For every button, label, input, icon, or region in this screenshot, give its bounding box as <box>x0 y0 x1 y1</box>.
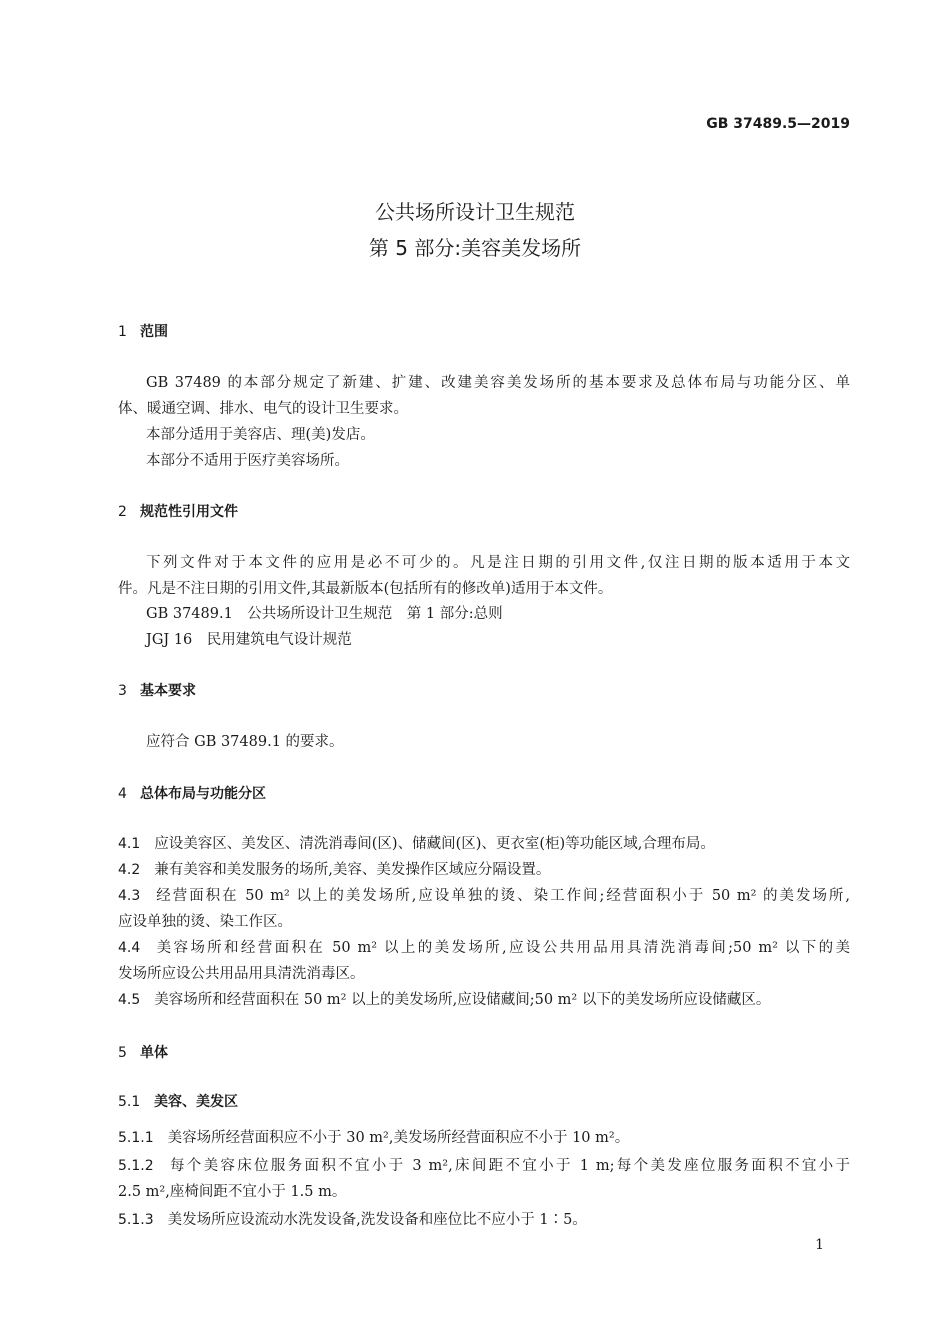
section-title: 美容、美发区 <box>154 1094 238 1110</box>
paragraph: 本部分不适用于医疗美容场所。 <box>146 453 349 469</box>
section-number: 3 <box>118 683 127 699</box>
paragraph-line: 体、暖通空调、排水、电气的设计卫生要求。 <box>118 401 408 417</box>
clause-number: 4.4 <box>118 940 141 956</box>
clause-number: 4.2 <box>118 862 141 878</box>
section-2-heading <box>118 499 238 525</box>
section-4-heading <box>118 781 266 807</box>
clause-5-1-1 <box>118 1125 629 1151</box>
clause-4-4 <box>118 935 850 961</box>
clause-text: 美容场所经营面积应不小于 30 m²,美发场所经营面积应不小于 10 m²。 <box>167 1130 630 1146</box>
clause-text: 美发场所应设流动水洗发设备,洗发设备和座位比不应小于 1∶5。 <box>167 1212 587 1228</box>
clause-text: 经营面积在 50 m² 以上的美发场所,应设单独的烫、染工作间;经营面积小于 50 m² 的美发场所, <box>154 888 850 904</box>
clause-4-2 <box>118 857 550 883</box>
paragraph-line: GB 37489 的本部分规定了新建、扩建、改建美容美发场所的基本要求及总体布局与功能分区、单 <box>146 375 850 391</box>
clause-text-continued: 应设单独的烫、染工作区。 <box>118 914 292 930</box>
section-3-heading <box>118 678 196 704</box>
clause-number: 4.5 <box>118 992 141 1008</box>
section-title: 规范性引用文件 <box>140 504 238 520</box>
section-title: 范围 <box>140 324 168 340</box>
paragraph-line: 下列文件对于本文件的应用是必不可少的。凡是注日期的引用文件,仅注日期的版本适用于本文 <box>146 555 850 571</box>
paragraph: 本部分适用于美容店、理(美)发店。 <box>146 427 375 443</box>
section-number: 5.1 <box>118 1094 141 1110</box>
section-title: 基本要求 <box>140 683 196 699</box>
clause-5-1-3 <box>118 1207 587 1233</box>
document-subtitle: 第 5 部分:美容美发场所 <box>368 236 582 260</box>
clause-text-continued: 2.5 m²,座椅间距不宜小于 1.5 m。 <box>118 1184 347 1200</box>
paragraph: 应符合 GB 37489.1 的要求。 <box>146 734 344 750</box>
document-title: 公共场所设计卫生规范 <box>375 200 575 224</box>
section-title: 总体布局与功能分区 <box>140 786 266 802</box>
normative-reference: JGJ 16 民用建筑电气设计规范 <box>146 632 352 648</box>
clause-number: 4.1 <box>118 836 141 852</box>
section-title: 单体 <box>140 1045 168 1061</box>
clause-4-1 <box>118 831 715 857</box>
section-number: 1 <box>118 324 127 340</box>
clause-number: 5.1.3 <box>118 1212 154 1228</box>
clause-number: 5.1.2 <box>118 1158 154 1174</box>
clause-number: 5.1.1 <box>118 1130 154 1146</box>
clause-4-5 <box>118 987 770 1013</box>
clause-5-1-2 <box>118 1153 850 1179</box>
page-number: 1 <box>815 1237 824 1253</box>
clause-number: 4.3 <box>118 888 141 904</box>
section-number: 4 <box>118 786 127 802</box>
clause-text: 每个美容床位服务面积不宜小于 3 m²,床间距不宜小于 1 m;每个美发座位服务面积不宜小于 <box>167 1158 850 1174</box>
standard-number: GB 37489.5—2019 <box>706 116 850 132</box>
clause-text-continued: 发场所应设公共用品用具清洗消毒区。 <box>118 966 365 982</box>
subsection-5-1-heading <box>118 1089 238 1115</box>
section-number: 2 <box>118 504 127 520</box>
normative-reference: GB 37489.1 公共场所设计卫生规范 第 1 部分:总则 <box>146 606 503 622</box>
clause-text: 美容场所和经营面积在 50 m² 以上的美发场所,应设公共用品用具清洗消毒间;50 m² 以下的美 <box>154 940 850 956</box>
clause-text: 美容场所和经营面积在 50 m² 以上的美发场所,应设储藏间;50 m² 以下的美发场所应设储藏区。 <box>154 992 771 1008</box>
clause-4-3 <box>118 883 850 909</box>
paragraph-line: 件。凡是不注日期的引用文件,其最新版本(包括所有的修改单)适用于本文件。 <box>118 581 613 597</box>
section-5-heading <box>118 1040 168 1066</box>
section-1-heading <box>118 319 168 345</box>
section-number: 5 <box>118 1045 127 1061</box>
clause-text: 应设美容区、美发区、清洗消毒间(区)、储藏间(区)、更衣室(柜)等功能区域,合理布局。 <box>154 836 715 852</box>
clause-text: 兼有美容和美发服务的场所,美容、美发操作区域应分隔设置。 <box>154 862 551 878</box>
